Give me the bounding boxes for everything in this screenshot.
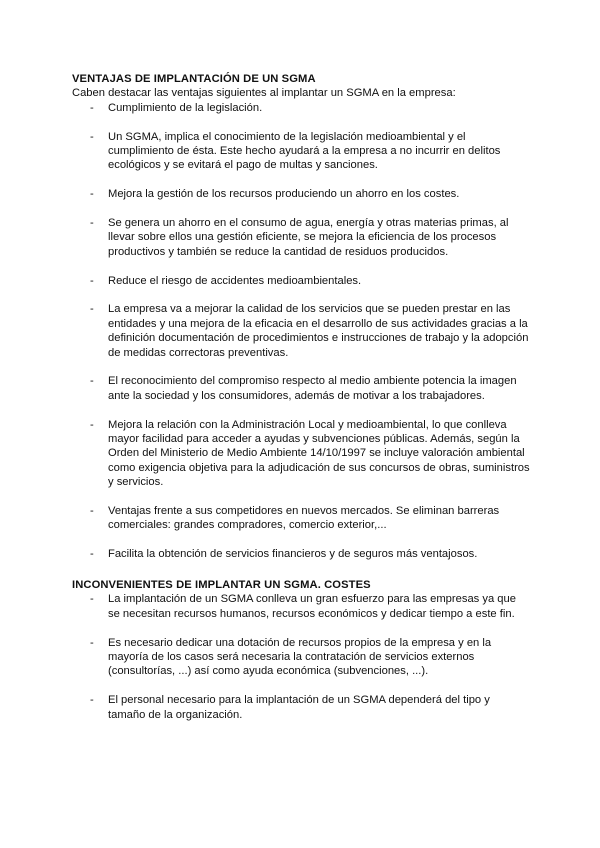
list-item xyxy=(72,547,530,561)
bullet-dash: - xyxy=(90,505,94,518)
bullet-dash: - xyxy=(90,188,94,201)
list-item xyxy=(72,274,530,288)
bullet-dash: - xyxy=(90,694,94,707)
bullet-dash: - xyxy=(90,130,94,143)
list-item-text: Un SGMA, implica el conocimiento de la legislación medioambiental y el cumplimiento de ésta. Este hecho ayudará a la empresa a no incurrir en delitos ecológicos y se evitará el pago de multas y sanciones. xyxy=(108,130,501,172)
bullet-dash: - xyxy=(90,636,94,649)
list-item-text: La empresa va a mejorar la calidad de los servicios que se pueden prestar en las entidades y una mejora de la eficacia en el desarrollo de sus actividades gracias a la definición documentación de procedimientos e instrucciones de trabajo y la adopción de medidas correctoras preventivas. xyxy=(108,303,529,359)
list-item-text: Mejora la relación con la Administración Local y medioambiental, lo que conlleva mayor facilidad para acceder a ayudas y subvenciones públicas. Además, según la Orden del Ministerio de Medio Ambiente 14/10/1997 se incluye valoración ambiental como exigencia objetiva para la adjudicación de sus concursos de obras, suministros y servicios. xyxy=(108,418,530,489)
bullet-dash: - xyxy=(90,217,94,230)
list-item-text: Cumplimiento de la legislación. xyxy=(108,101,263,114)
list-item xyxy=(72,636,530,679)
list-item-text: Se genera un ahorro en el consumo de agua, energía y otras materias primas, al llevar sobre ellos una gestión eficiente, se mejora la eficiencia de los procesos productivos y también se reduce la cantidad de residuos producidos. xyxy=(108,217,509,258)
bullet-dash: - xyxy=(90,101,94,114)
list-item-text: Mejora la gestión de los recursos produciendo un ahorro en los costes. xyxy=(108,188,460,201)
list-item xyxy=(72,693,530,722)
section-title-inconvenientes: INCONVENIENTES DE IMPLANTAR UN SGMA. COSTES xyxy=(72,579,371,592)
list-item-text: Es necesario dedicar una dotación de recursos propios de la empresa y en la mayoría de los casos será necesaria la contratación de servicios externos (consultorías, ...) así como ayuda económica (subvenciones, ...). xyxy=(108,636,492,678)
list-item-text: El reconocimiento del compromiso respecto al medio ambiente potencia la imagen ante la sociedad y los consumidores, además de motivar a los trabajadores. xyxy=(108,375,517,402)
list-item-text: Ventajas frente a sus competidores en nuevos mercados. Se eliminan barreras comerciales: grandes compradores, comercio exterior,... xyxy=(108,505,500,532)
list-item-text: El personal necesario para la implantación de un SGMA dependerá del tipo y tamaño de la organización. xyxy=(108,694,490,721)
bullet-dash: - xyxy=(90,418,94,431)
ventajas-list xyxy=(72,101,530,562)
bullet-dash: - xyxy=(90,593,94,606)
bullet-dash: - xyxy=(90,274,94,287)
list-item-text: Reduce el riesgo de accidentes medioambientales. xyxy=(108,274,362,287)
list-item xyxy=(72,130,530,173)
section-spacer xyxy=(72,562,530,576)
bullet-dash: - xyxy=(90,303,94,316)
intro-paragraph: Caben destacar las ventajas siguientes al implantar un SGMA en la empresa: xyxy=(72,87,456,100)
list-item xyxy=(72,187,530,201)
bullet-dash: - xyxy=(90,375,94,388)
list-item xyxy=(72,418,530,490)
section-title-ventajas: VENTAJAS DE IMPLANTACIÓN DE UN SGMA xyxy=(72,73,316,85)
list-item xyxy=(72,302,530,360)
list-item-text: La implantación de un SGMA conlleva un gran esfuerzo para las empresas ya que se necesitan recursos humanos, recursos económicos y dedicar tiempo a este fin. xyxy=(108,593,516,620)
list-item xyxy=(72,504,530,533)
list-item-text: Facilita la obtención de servicios financieros y de seguros más ventajosos. xyxy=(108,548,478,561)
list-item xyxy=(72,101,530,115)
list-item xyxy=(72,216,530,259)
bullet-dash: - xyxy=(90,548,94,561)
inconvenientes-list xyxy=(72,592,530,722)
list-item xyxy=(72,592,530,621)
list-item xyxy=(72,374,530,403)
